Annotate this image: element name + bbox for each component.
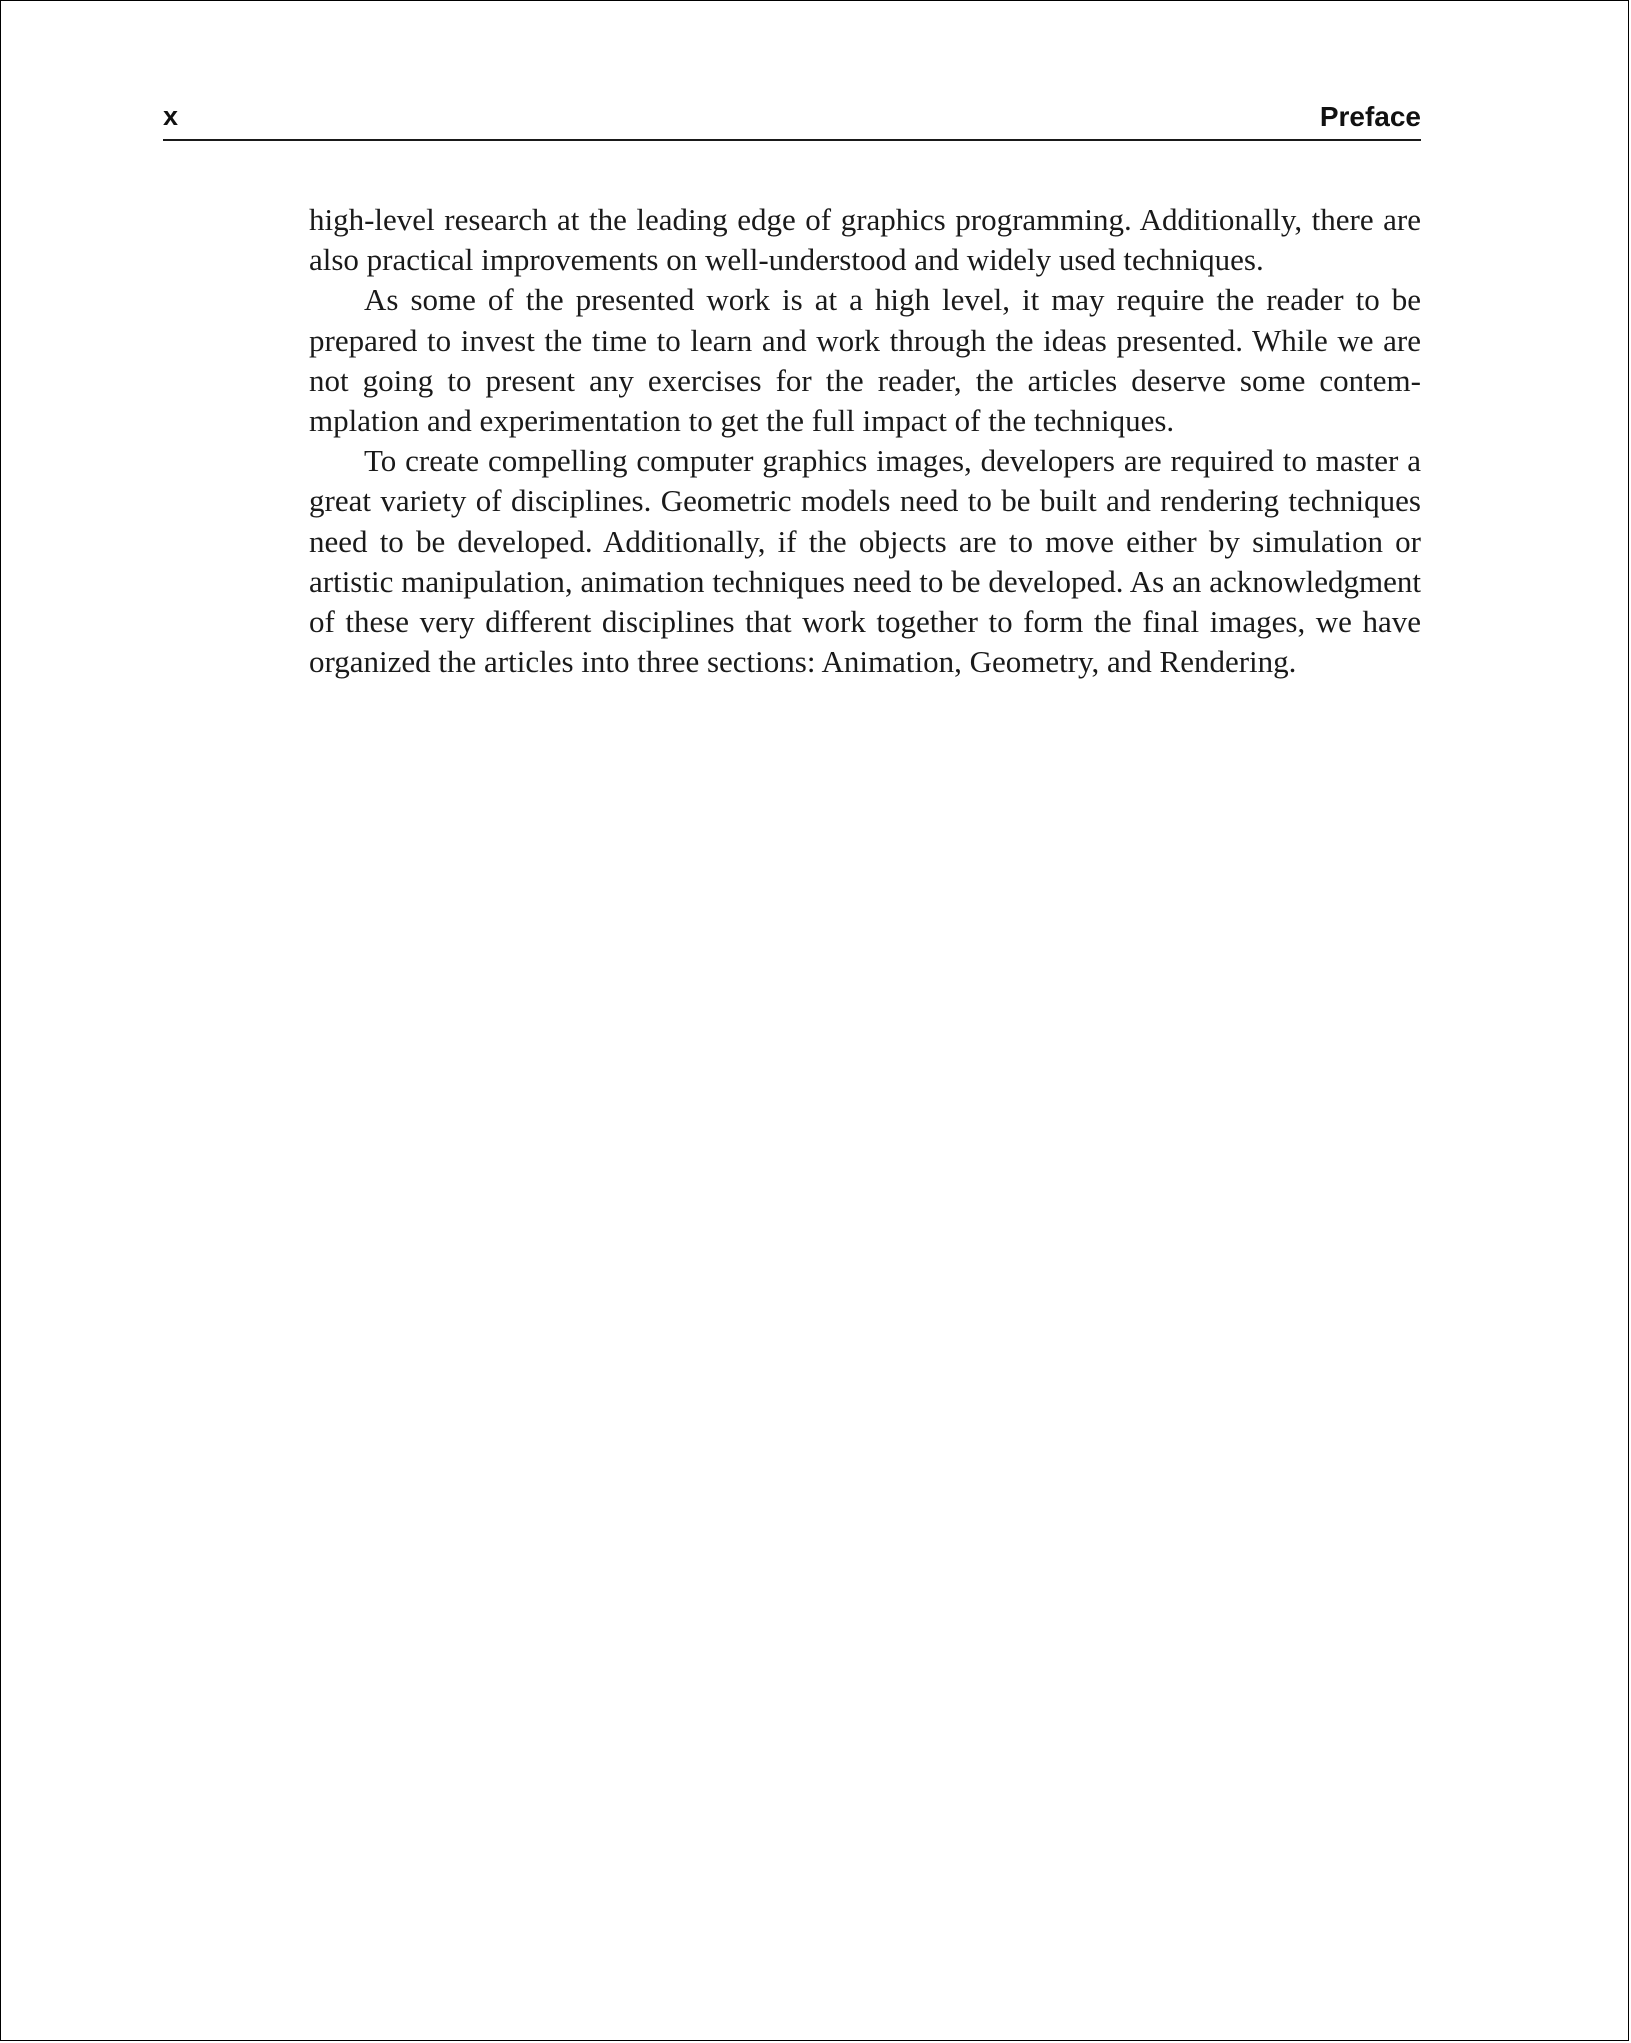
section-title: Preface: [1319, 101, 1421, 132]
page-number: x: [163, 101, 179, 131]
running-head: [163, 101, 1421, 141]
paragraph-continued: high-level research at the leading edge of graphics programming. Additionally, there are also practical improvements on well-understood and widely used techniques.: [309, 202, 1421, 278]
paragraph-reader-preparation: As some of the presented work is at a high level, it may require the reader to be prepared to invest the time to learn and work through the ideas presented. While we are not going to present any exercises for the reader, the articles deserve some contemmplation and experimentation to get the full impact of the techniques.: [309, 282, 1421, 439]
paragraph-disciplines: To create compelling computer graphics images, developers are required to master a great variety of disciplines. Geometric models need to be built and rendering techniques need to be developed. Additionally, if the objects are to move either by simulation or artistic manipulation, animation techniques need to be developed. As an acknowledgment of these very different disciplines that work together to form the final images, we have organized the articles into three sections: Animation, Geometry, and Rendering.: [309, 443, 1421, 680]
body-text: [309, 200, 1421, 682]
